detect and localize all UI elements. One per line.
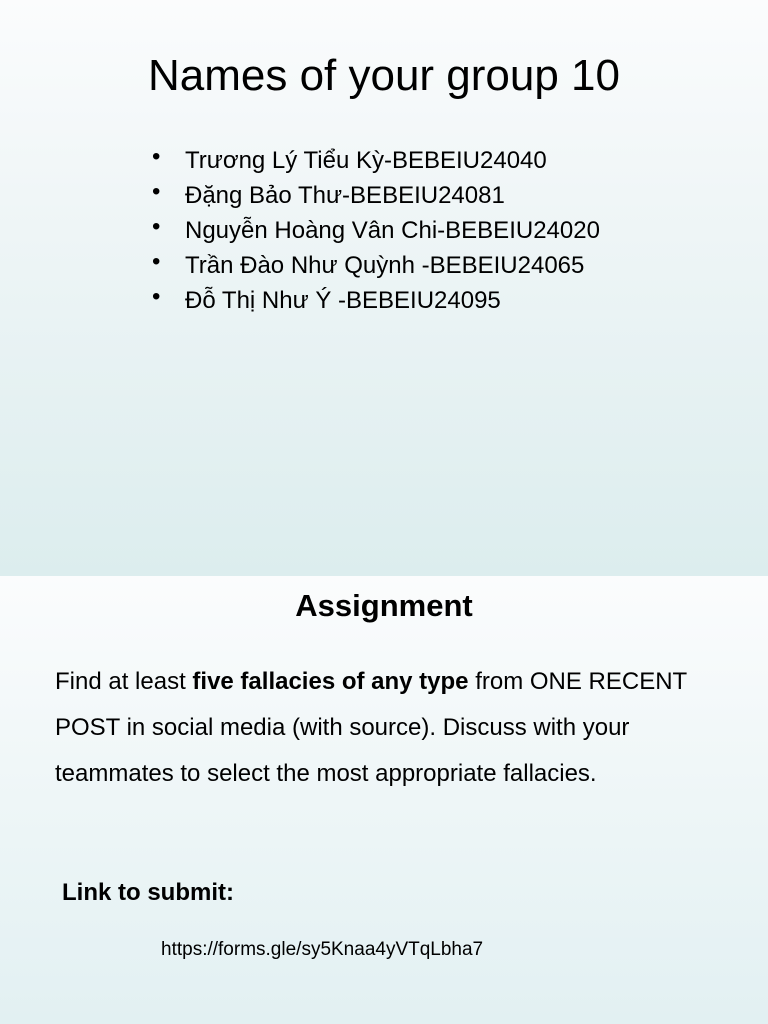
submit-label: Link to submit: (62, 879, 234, 906)
member-name: Trần Đào Như Quỳnh -BEBEIU24065 (185, 252, 585, 279)
assignment-text-emphasis: five fallacies of any type (192, 668, 469, 695)
assignment-description (55, 659, 745, 797)
slide-title: Names of your group 10 (147, 51, 621, 100)
member-name: Đỗ Thị Như Ý -BEBEIU24095 (185, 287, 501, 314)
member-name: Trương Lý Tiểu Kỳ-BEBEIU24040 (185, 147, 547, 174)
bullet-icon: • (152, 178, 161, 205)
bullet-icon: • (152, 283, 161, 310)
submit-link[interactable]: https://forms.gle/sy5Knaa4yVTqLbha7 (161, 939, 484, 960)
member-name: Nguyễn Hoàng Vân Chi-BEBEIU24020 (185, 217, 600, 244)
list-item (152, 178, 632, 211)
list-item (152, 248, 632, 281)
bullet-icon: • (152, 143, 161, 170)
assignment-text-end: from ONE RECENT POST in social media (with source). Discuss with your teammates to select the most appropriate fallacies. (55, 668, 687, 787)
list-item (152, 283, 632, 316)
assignment-title: Assignment (295, 588, 473, 623)
member-name: Đặng Bảo Thư-BEBEIU24081 (185, 182, 505, 209)
list-item (152, 143, 632, 176)
member-list (152, 143, 632, 321)
assignment-text-start: Find at least (55, 668, 193, 695)
bullet-icon: • (152, 213, 161, 240)
bullet-icon: • (152, 248, 161, 275)
list-item (152, 213, 632, 246)
